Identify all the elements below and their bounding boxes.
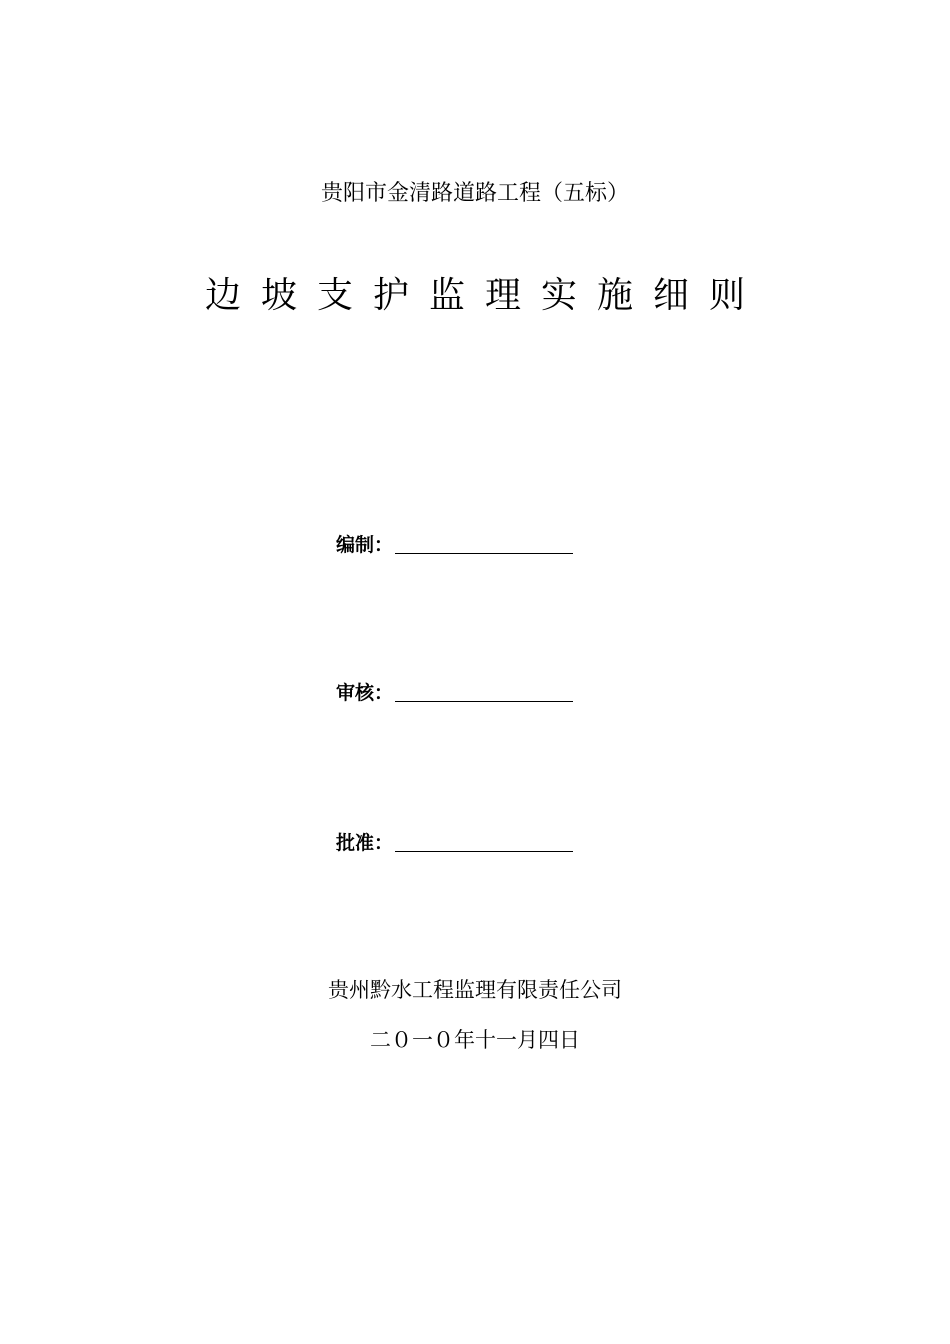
signature-line-compiled: [395, 533, 573, 554]
signature-label-approved: 批准：: [336, 832, 394, 854]
signature-line-reviewed: [395, 681, 573, 702]
document-title: 边坡支护监理实施细则: [204, 275, 765, 316]
signature-row-compiled: [336, 527, 573, 557]
signature-row-reviewed: [336, 675, 573, 705]
signature-label-reviewed: 审核：: [336, 682, 394, 704]
project-title: 贵阳市金清路道路工程（五标）: [320, 181, 629, 206]
signature-label-compiled: 编制：: [336, 534, 394, 556]
signature-line-approved: [395, 831, 573, 852]
document-date: 二０一０年十一月四日: [370, 1028, 580, 1052]
company-name: 贵州黔水工程监理有限责任公司: [328, 978, 622, 1002]
signature-row-approved: [336, 825, 573, 855]
